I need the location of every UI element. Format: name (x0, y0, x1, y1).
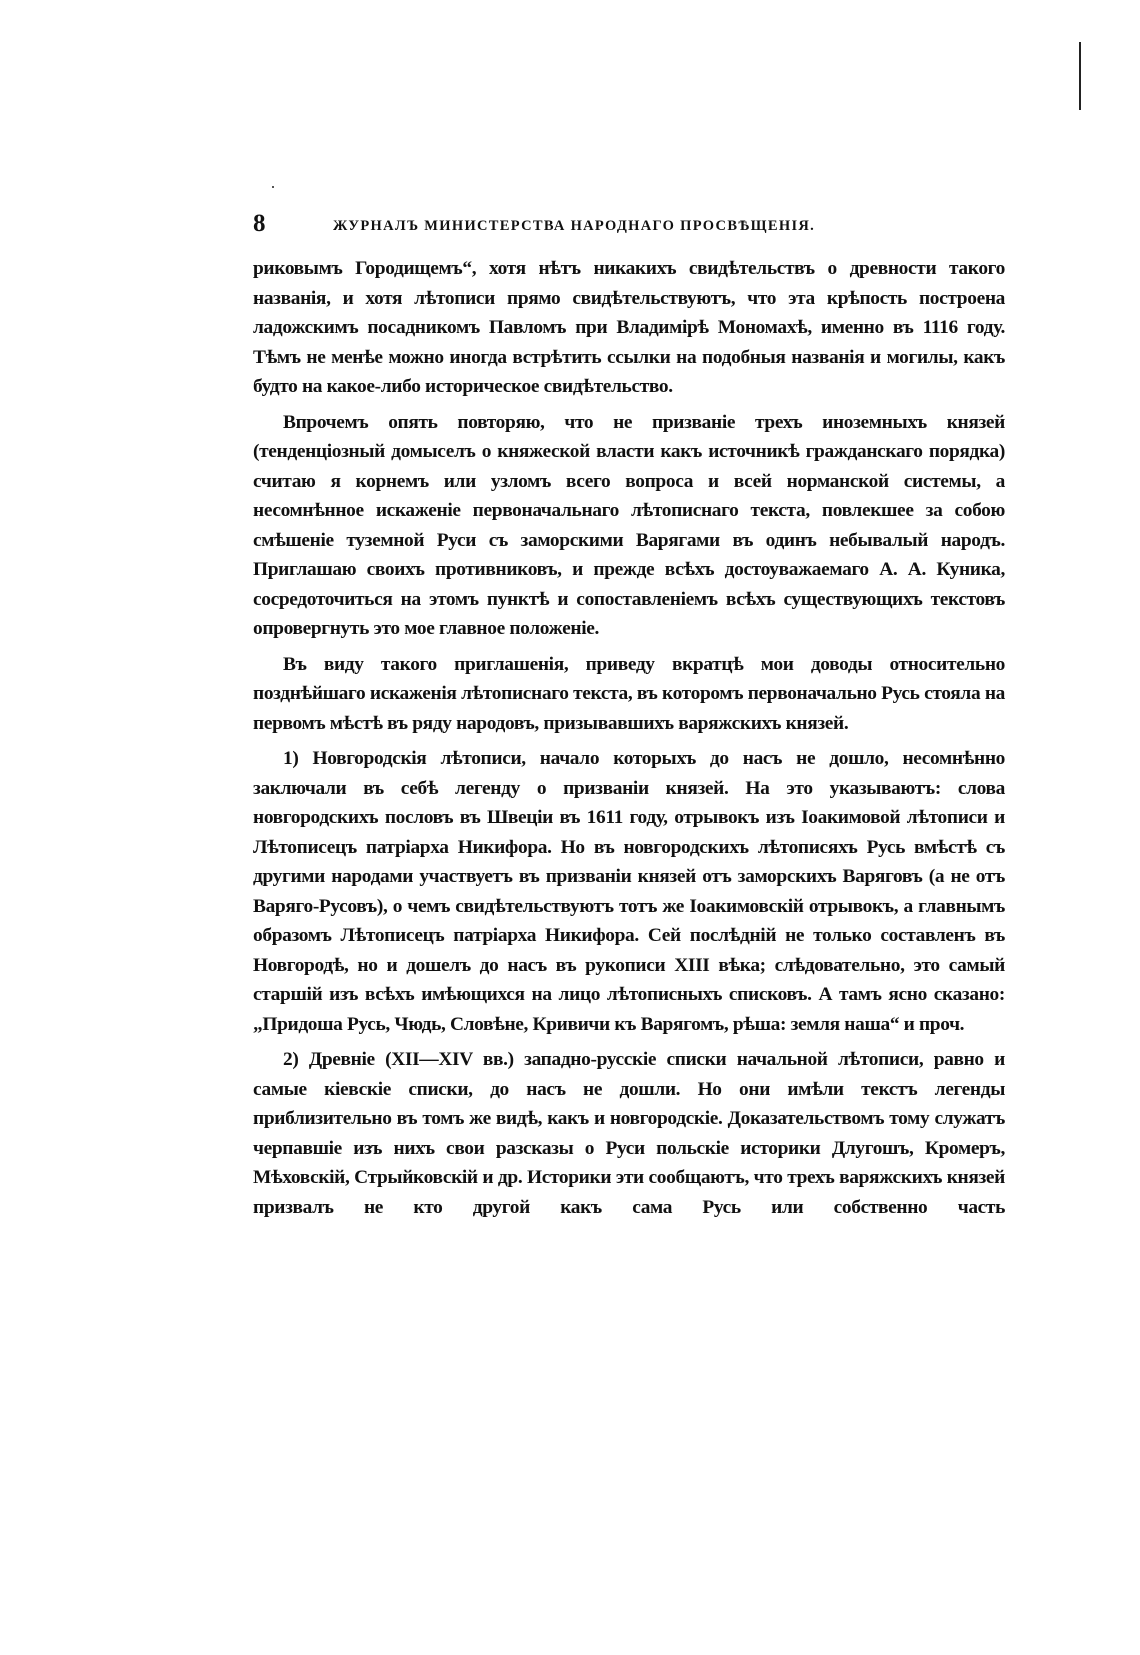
book-page (253, 210, 1005, 1222)
paragraph-2: Впрочемъ опять повторяю, что не призваніе трехъ иноземныхъ князей (тенденціозный домыселъ о княжеской власти какъ источникѣ гражданскаго порядка) считаю я корнемъ или узломъ всего вопроса и всей норманской системы, а несомнѣнное искаженіе первоначальнаго лѣтописнаго текста, повлекшее за собою смѣшеніе туземной Руси съ заморскими Варягами въ одинъ небывалый народъ. Приглашаю своихъ противниковъ, и прежде всѣхъ достоуважаемаго А. А. Куника, сосредоточиться на этомъ пунктѣ и сопоставленіемъ всѣхъ существующихъ текстовъ опровергнуть это мое главное положеніе. (253, 411, 1005, 639)
paragraph-continued: риковымъ Городищемъ“, хотя нѣтъ никакихъ свидѣтельствъ о древности такого названія, и хотя лѣтописи прямо свидѣтельствуютъ, что эта крѣпость построена ладожскимъ посадникомъ Павломъ при Владимірѣ Мономахѣ, именно въ 1116 году. Тѣмъ не менѣе можно иногда встрѣтить ссылки на подобныя названія и могилы, какъ будто на какое-либо историческое свидѣтельство. (253, 258, 1005, 397)
running-head (253, 210, 1005, 244)
paragraph-point-1: 1) Новгородскія лѣтописи, начало которыхъ до насъ не дошло, несомнѣнно заключали въ себѣ легенду о призваніи князей. На это указываютъ: слова новгородскихъ пословъ въ Швеціи въ 1611 году, отрывокъ изъ Іоакимовой лѣтописи и Лѣтописецъ патріарха Никифора. Но въ новгородскихъ лѣтописяхъ Русь вмѣстѣ съ другими народами участвуетъ въ призваніи князей отъ заморскихъ Варяговъ (а не отъ Варяго-Русовъ), о чемъ свидѣтельствуютъ тотъ же Іоакимовскій отрывокъ, а главнымъ образомъ Лѣтописецъ патріарха Никифора. Сей послѣдній не только составленъ въ Новгородѣ, но и дошелъ до насъ въ рукописи XIII вѣка; слѣдовательно, это самый старшій изъ всѣхъ имѣющихся на лицо лѣтописныхъ списковъ. А тамъ ясно сказано: „Придоша Русь, Чюдь, Словѣне, Кривичи къ Варягомъ, рѣша: земля наша“ и проч. (253, 748, 1005, 1035)
scan-speck (272, 186, 274, 188)
paragraph-point-2: 2) Древніе (XII—XIV вв.) западно-русскіе списки начальной лѣтописи, равно и самые кіевскіе списки, до насъ не дошли. Но они имѣли текстъ легенды приблизительно въ томъ же видѣ, какъ и новгородскіе. Доказательствомъ тому служатъ черпавшіе изъ нихъ свои разсказы о Руси польскіе историки Длугошъ, Кромеръ, Мѣховскій, Стрыйковскій и др. Историки эти сообщаютъ, что трехъ варяжскихъ князей призвалъ не кто другой какъ сама Русь или собственно часть (253, 1049, 1005, 1218)
page-number: 8 (253, 210, 266, 237)
paragraph-3: Въ виду такого приглашенія, приведу вкратцѣ мои доводы относительно позднѣйшаго искаженія лѣтописнаго текста, въ которомъ первоначально Русь стояла на первомъ мѣстѣ въ ряду народовъ, призывавшихъ варяжскихъ князей. (253, 653, 1005, 734)
journal-title: ЖУРНАЛЪ МИНИСТЕРСТВА НАРОДНАГО ПРОСВѢЩЕНІЯ. (333, 218, 816, 234)
body-text (253, 254, 1005, 1222)
scan-edge-line (1079, 42, 1081, 110)
